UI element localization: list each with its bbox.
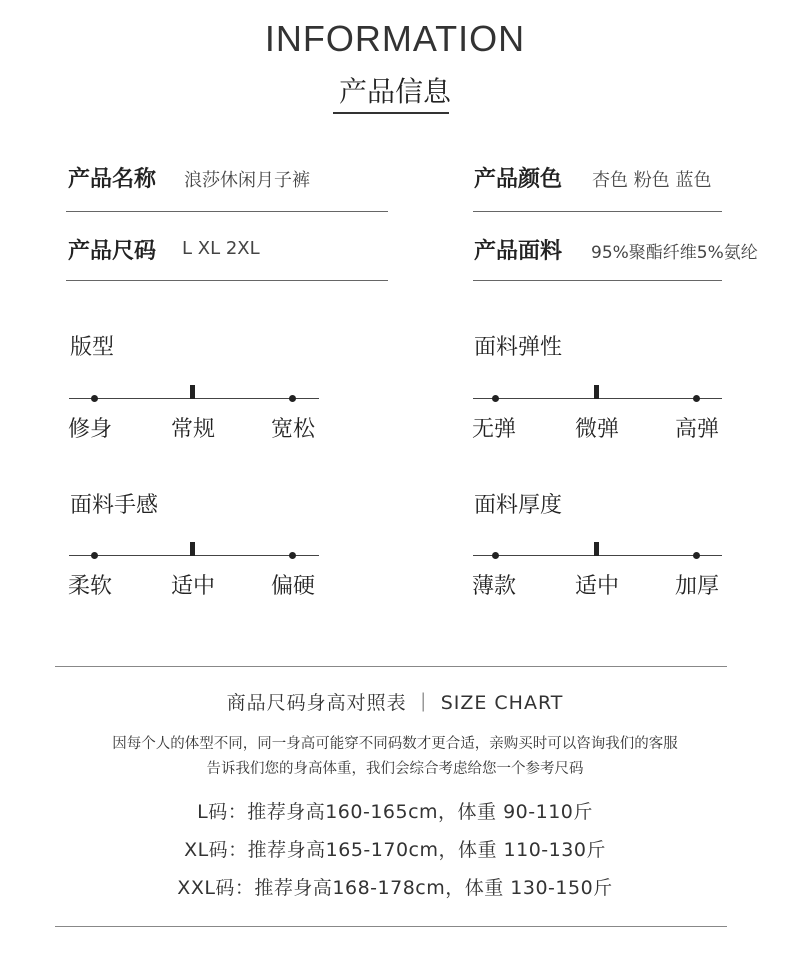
feel-scale-title: 面料手感 <box>70 493 159 518</box>
fit-scale-dot-right <box>289 395 296 402</box>
product-size-value: L XL 2XL <box>182 238 260 259</box>
section-divider-bottom <box>55 926 727 927</box>
thickness-scale-title: 面料厚度 <box>474 493 563 518</box>
title-chinese: 产品信息 <box>338 75 451 108</box>
divider <box>66 211 388 212</box>
fit-scale-marker <box>190 385 195 399</box>
product-color-label: 产品颜色 <box>474 167 563 192</box>
divider <box>66 280 388 281</box>
thickness-scale-marker <box>594 542 599 556</box>
divider <box>473 280 722 281</box>
product-name-value: 浪莎休闲月子裤 <box>184 170 310 191</box>
product-fabric-value: 95%聚酯纤维5%氨纶 <box>591 243 758 263</box>
divider <box>473 211 722 212</box>
fit-scale-label-right: 宽松 <box>271 417 316 442</box>
title-english: INFORMATION <box>264 18 526 59</box>
size-row-xl: XL码：推荐身高165-170cm，体重 110-130斤 <box>184 839 606 861</box>
section-divider-top <box>55 666 727 667</box>
feel-scale-label-left: 柔软 <box>68 574 113 599</box>
fit-scale-label-left: 修身 <box>68 417 113 442</box>
elasticity-scale-dot-left <box>492 395 499 402</box>
product-fabric-label: 产品面料 <box>474 239 563 264</box>
feel-scale-label-right: 偏硬 <box>271 574 316 599</box>
feel-scale-dot-left <box>91 552 98 559</box>
elasticity-scale-dot-right <box>693 395 700 402</box>
feel-scale-marker <box>190 542 195 556</box>
size-chart-note-line1: 因每个人的体型不同，同一身高可能穿不同码数才更合适，亲购买时可以咨询我们的客服 <box>112 736 678 752</box>
size-row-l: L码：推荐身高160-165cm，体重 90-110斤 <box>197 801 593 823</box>
feel-scale-dot-right <box>289 552 296 559</box>
size-chart-heading: 商品尺码身高对照表 ｜ SIZE CHART <box>226 692 564 714</box>
fit-scale-dot-left <box>91 395 98 402</box>
elasticity-scale-marker <box>594 385 599 399</box>
elasticity-scale-title: 面料弹性 <box>474 335 563 360</box>
fit-scale-title: 版型 <box>70 335 115 360</box>
product-name-label: 产品名称 <box>68 167 157 192</box>
elasticity-scale-label-mid: 微弹 <box>575 417 620 442</box>
size-row-xxl: XXL码：推荐身高168-178cm，体重 130-150斤 <box>177 877 613 899</box>
fit-scale-label-mid: 常规 <box>171 417 216 442</box>
thickness-scale-label-right: 加厚 <box>675 574 720 599</box>
elasticity-scale-label-right: 高弹 <box>675 417 720 442</box>
feel-scale-label-mid: 适中 <box>171 574 216 599</box>
product-size-label: 产品尺码 <box>68 239 157 264</box>
thickness-scale-label-left: 薄款 <box>472 574 517 599</box>
size-chart-note-line2: 告诉我们您的身高体重，我们会综合考虑给您一个参考尺码 <box>206 761 584 777</box>
product-color-value: 杏色 粉色 蓝色 <box>592 170 712 191</box>
elasticity-scale-label-left: 无弹 <box>472 417 517 442</box>
title-underline <box>333 112 449 114</box>
thickness-scale-label-mid: 适中 <box>575 574 620 599</box>
thickness-scale-dot-right <box>693 552 700 559</box>
thickness-scale-dot-left <box>492 552 499 559</box>
